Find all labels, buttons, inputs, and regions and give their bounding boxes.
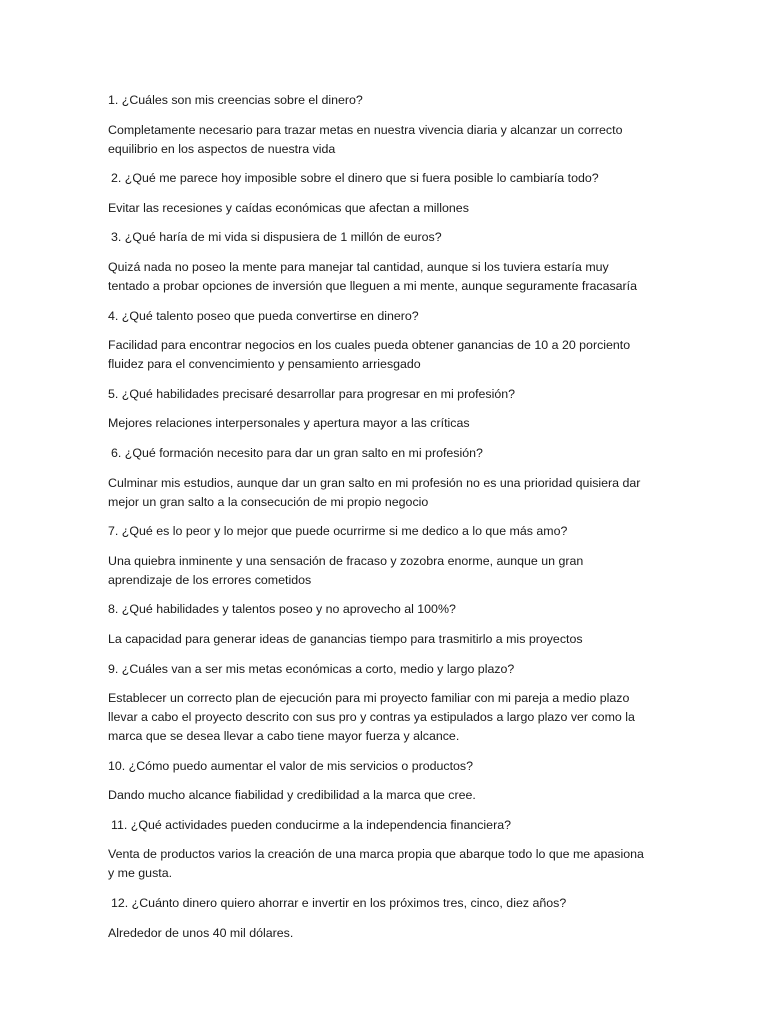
answer-1: Completamente necesario para trazar metas en nuestra vivencia diaria y alcanzar un correcto equilibrio en los aspectos de nuestra vida [108,122,623,156]
answer-3: Quizá nada no poseo la mente para manejar tal cantidad, aunque si los tuviera estaría muy tentado a probar opciones de inversión que lleguen a mi mente, aunque seguramente fracasaría [108,259,638,293]
question-8: 8. ¿Qué habilidades y talentos poseo y no aprovecho al 100%? [108,602,456,617]
answer-11: Venta de productos varios la creación de una marca propia que abarque todo lo que me apasiona y me gusta. [108,847,644,881]
question-1: 1. ¿Cuáles son mis creencias sobre el dinero? [108,93,363,107]
answer-5: Mejores relaciones interpersonales y apertura mayor a las críticas [108,416,470,431]
answer-4: Facilidad para encontrar negocios en los cuales pueda obtener ganancias de 10 a 20 porciento fluidez para el convencimiento y pensamiento arriesgado [108,338,631,372]
answer-2: Evitar las recesiones y caídas económicas que afectan a millones [108,200,469,215]
question-3: 3. ¿Qué haría de mi vida si dispusiera de 1 millón de euros? [111,230,442,245]
question-12: 12. ¿Cuánto dinero quiero ahorrar e invertir en los próximos tres, cinco, diez años? [111,896,567,911]
answer-7: Una quiebra inminente y una sensación de fracaso y zozobra enorme, aunque un gran aprendizaje de los errores cometidos [108,553,584,587]
question-5: 5. ¿Qué habilidades precisaré desarrollar para progresar en mi profesión? [108,386,516,401]
answer-9: Establecer un correcto plan de ejecución para mi proyecto familiar con mi pareja a medio plazo llevar a cabo el proyecto descrito con sus pro y contras ya estipulados a largo plazo ver como la marca que se desea llevar a cabo tiene mayor fuerza y alcance. [108,691,635,744]
document-body [108,91,648,953]
question-2: 2. ¿Qué me parece hoy imposible sobre el dinero que si fuera posible lo cambiaría todo? [111,171,599,186]
question-6: 6. ¿Qué formación necesito para dar un gran salto en mi profesión? [111,445,483,460]
question-4: 4. ¿Qué talento poseo que pueda convertirse en dinero? [108,308,419,323]
question-10: 10. ¿Cómo puedo aumentar el valor de mis servicios o productos? [108,758,474,773]
question-9: 9. ¿Cuáles van a ser mis metas económicas a corto, medio y largo plazo? [108,661,515,676]
answer-10: Dando mucho alcance fiabilidad y credibilidad a la marca que cree. [108,788,476,803]
answer-8: La capacidad para generar ideas de ganancias tiempo para trasmitirlo a mis proyectos [108,631,583,646]
answer-12: Alrededor de unos 40 mil dólares. [108,925,294,940]
answer-6: Culminar mis estudios, aunque dar un gran salto en mi profesión no es una prioridad quisiera dar mejor un gran salto a la consecución de mi propio negocio [108,475,641,509]
question-7: 7. ¿Qué es lo peor y lo mejor que puede ocurrirme si me dedico a lo que más amo? [108,524,568,539]
question-11: 11. ¿Qué actividades pueden conducirme a la independencia financiera? [111,817,511,832]
